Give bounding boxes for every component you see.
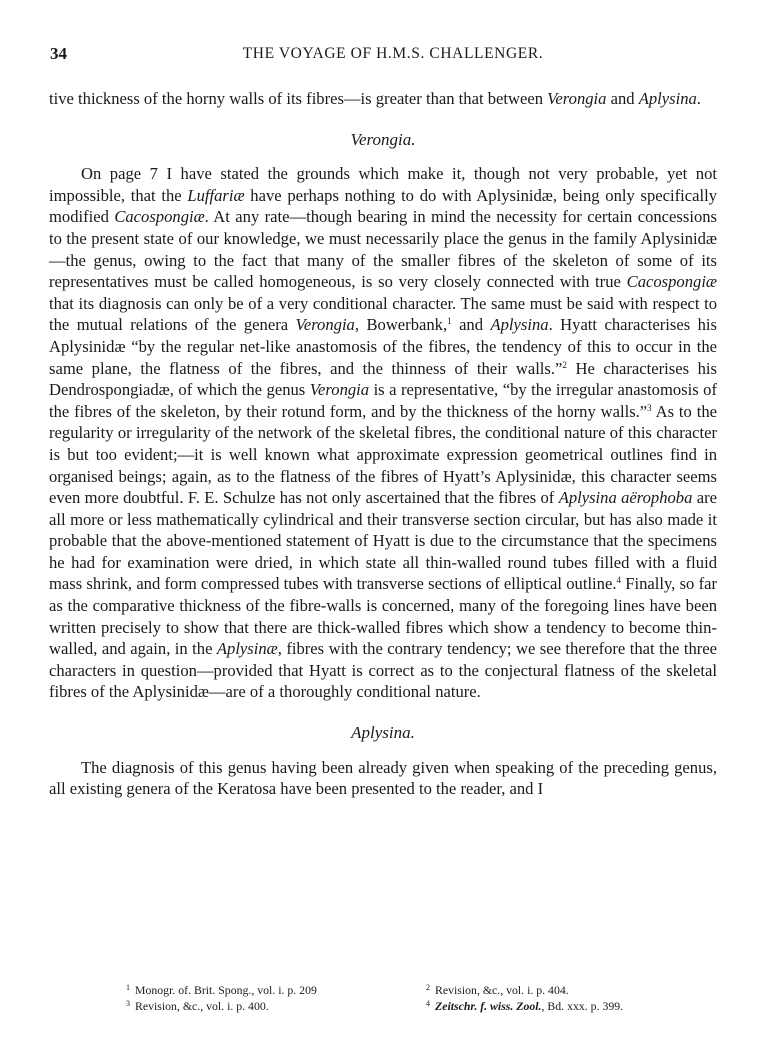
footnote-ref-3: 3 — [647, 402, 652, 413]
page-number: 34 — [50, 44, 67, 63]
footnotes — [126, 982, 726, 1014]
footnote-4: $^4$ Zeitschr. f. wiss. Zool., Bd. xxx. p. 399. — [426, 999, 624, 1013]
footnote-ref-4: 4 — [616, 575, 621, 586]
body-text — [49, 88, 717, 800]
continuation-paragraph: tive thickness of the horny walls of its fibres—is greater than that between Verongia and Aplysina. — [49, 89, 701, 108]
footnote-ref-2: 2 — [562, 359, 567, 370]
footnote-row — [126, 998, 726, 1014]
footnote-3: $^3$ Revision, &c., vol. i. p. 400. — [126, 999, 269, 1013]
footnote-2: $^2$ Revision, &c., vol. i. p. 404. — [426, 983, 569, 997]
running-head — [50, 44, 716, 66]
section-heading-aplysina: Aplysina. — [351, 723, 415, 743]
footnote-ref-1: 1 — [447, 316, 452, 327]
aplysina-paragraph: The diagnosis of this genus having been already given when speaking of the preceding genus, all existing genera of the Keratosa have been presented to the reader, and I — [49, 757, 717, 799]
section-heading-verongia: Verongia. — [350, 129, 416, 149]
running-title: THE VOYAGE OF H.M.S. CHALLENGER. — [242, 45, 544, 62]
verongia-paragraph: On page 7 I have stated the grounds which make it, though not very probable, yet not impossible, that the Luffariæ have perhaps nothing to do with Aplysinidæ, being only specifically modified Cacospongiæ. At any rate—though bearing in mind the necessity for certain concessions to the present state of our knowledge, we must necessarily place the genus in the family Aplysinidæ—the genus, owing to the fact that many of the smaller fibres of the skeleton of some of its representatives must be called homogeneous, is so very closely connected with true Cacospongiæ that its diagnosis can only be of a very conditional character. The same must be said with respect to the mutual relations of the genera Verongia, Bowerbank,$^1$ and Aplysina. Hyatt characterises his Aplysinidæ “by the regular net-like anastomosis of the fibres, the tendency of this to occur in the same plane, the flatness of the fibres, and the thinness of their walls.”$^2$ He characterises his Dendrospongiadæ, of which the genus Verongia is a representative, “by the irregular anastomosis of the fibres of the skeleton, by their rotund form, and by the thickness of the horny walls.”$^3$ As to the regularity or irregularity of the network of the skeletal fibres, the conditional nature of this character is but too evident;—it is well known what approximate expression geometrical outlines find in organised beings; again, as to the flatness of the fibres of Hyatt’s Aplysinidæ, this character seems even more doubtful. F. E. Schulze has not only ascertained that the fibres of Aplysina aërophoba are all more or less mathematically cylindrical and their transverse section circular, but has also made it probable that the above-mentioned statement of Hyatt is due to the circumstance that the specimens he had for examination were dried, in which state all thin-walled round tubes filled with a fluid mass shrink, and form compressed tubes with transverse sections of elliptical outline.$^4$ Finally, so far as the comparative thickness of the fibre-walls is concerned, many of the foregoing lines have been written precisely to show that there are thick-walled fibres which show a tendency to become thin-walled, and again, in the Aplysinæ, fibres with the contrary tendency; we see therefore that the three characters in question—provided that Hyatt is correct as to the conjectural flatness of the skeletal fibres of the Aplysinidæ—are of a thoroughly conditional nature. — [49, 164, 717, 702]
footnote-row — [126, 982, 726, 998]
footnote-1: $^1$ Monogr. of. Brit. Spong., vol. i. p. 209 — [126, 983, 317, 997]
